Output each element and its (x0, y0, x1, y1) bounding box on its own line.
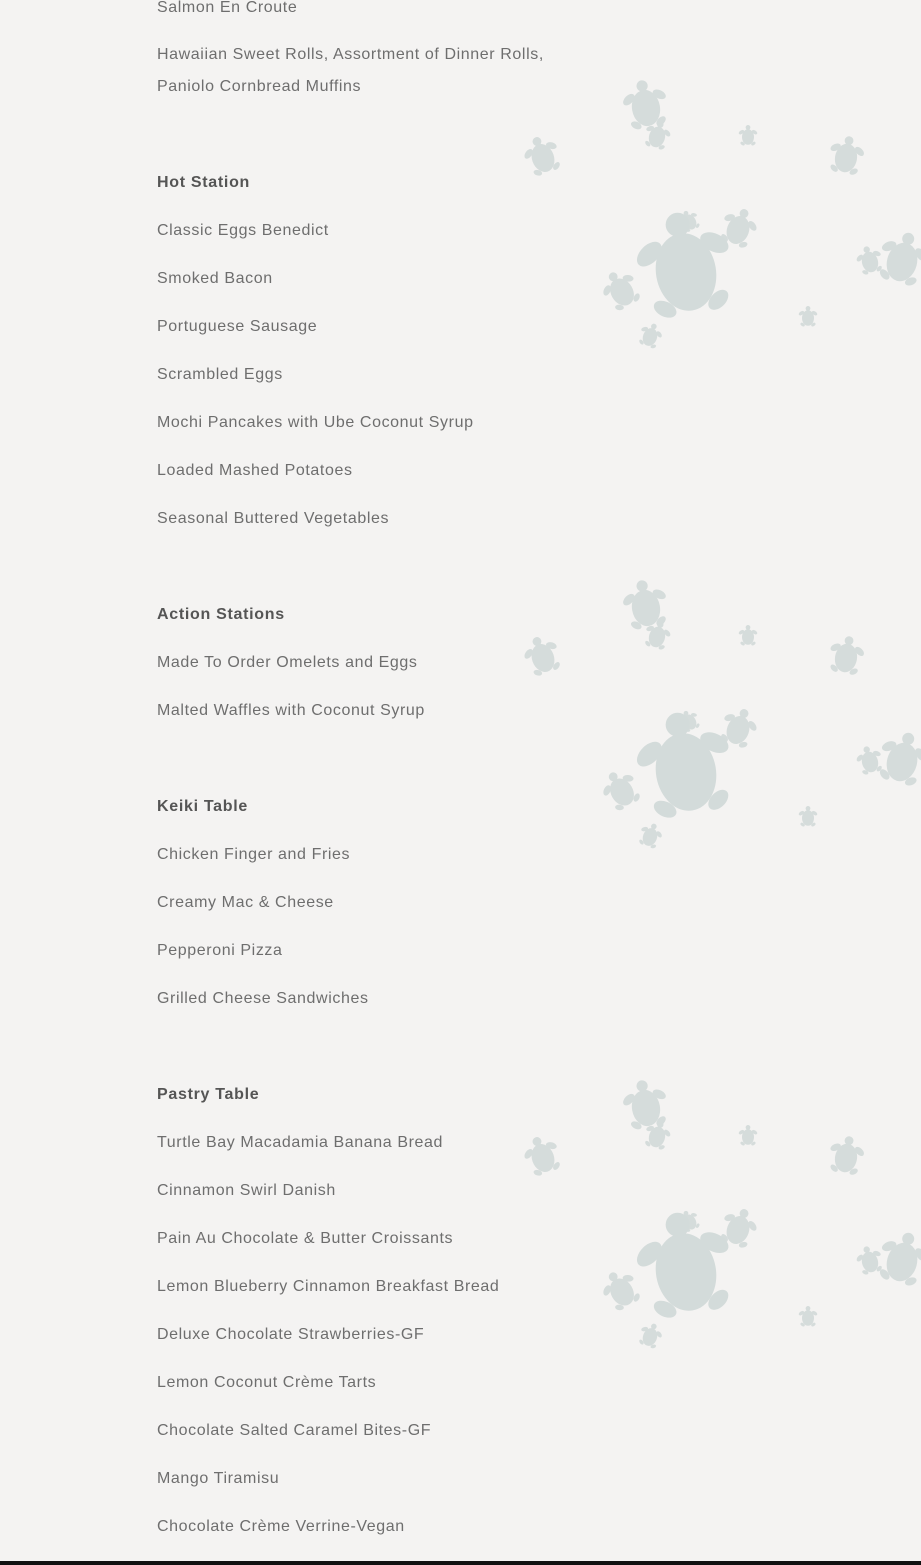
menu-item: Lemon Coconut Crème Tarts (157, 1374, 377, 1391)
menu-item-line: Hawaiian Sweet Rolls, Assortment of Dinner Rolls, (157, 46, 544, 63)
menu-item: Salmon En Croute (157, 0, 298, 16)
menu-item: Smoked Bacon (157, 270, 273, 287)
menu-item: Scrambled Eggs (157, 366, 283, 383)
bottom-divider-bar (0, 1561, 921, 1565)
section-heading-action-stations: Action Stations (157, 606, 285, 623)
section-heading-pastry-table: Pastry Table (157, 1086, 260, 1103)
menu-item: Chocolate Salted Caramel Bites-GF (157, 1422, 432, 1439)
menu-item: Loaded Mashed Potatoes (157, 462, 353, 479)
menu-item: Pepperoni Pizza (157, 942, 283, 959)
menu-item: Malted Waffles with Coconut Syrup (157, 702, 425, 719)
menu-item: Classic Eggs Benedict (157, 222, 329, 239)
section-heading-hot-station: Hot Station (157, 174, 251, 191)
menu-item: Deluxe Chocolate Strawberries-GF (157, 1326, 425, 1343)
menu-item: Seasonal Buttered Vegetables (157, 510, 390, 527)
menu-item: Chocolate Crème Verrine-Vegan (157, 1518, 405, 1535)
menu-item: Turtle Bay Macadamia Banana Bread (157, 1134, 444, 1151)
menu-item: Creamy Mac & Cheese (157, 894, 334, 911)
menu-item-line: Paniolo Cornbread Muffins (157, 78, 362, 95)
menu-item: Mango Tiramisu (157, 1470, 280, 1487)
menu-item: Lemon Blueberry Cinnamon Breakfast Bread (157, 1278, 500, 1295)
section-heading-keiki-table: Keiki Table (157, 798, 248, 815)
menu-item: Cinnamon Swirl Danish (157, 1182, 336, 1199)
menu-item: Pain Au Chocolate & Butter Croissants (157, 1230, 454, 1247)
menu-item: Mochi Pancakes with Ube Coconut Syrup (157, 414, 474, 431)
menu-item: Made To Order Omelets and Eggs (157, 654, 418, 671)
menu-item: Grilled Cheese Sandwiches (157, 990, 369, 1007)
menu-item: Portuguese Sausage (157, 318, 318, 335)
menu-item: Chicken Finger and Fries (157, 846, 351, 863)
